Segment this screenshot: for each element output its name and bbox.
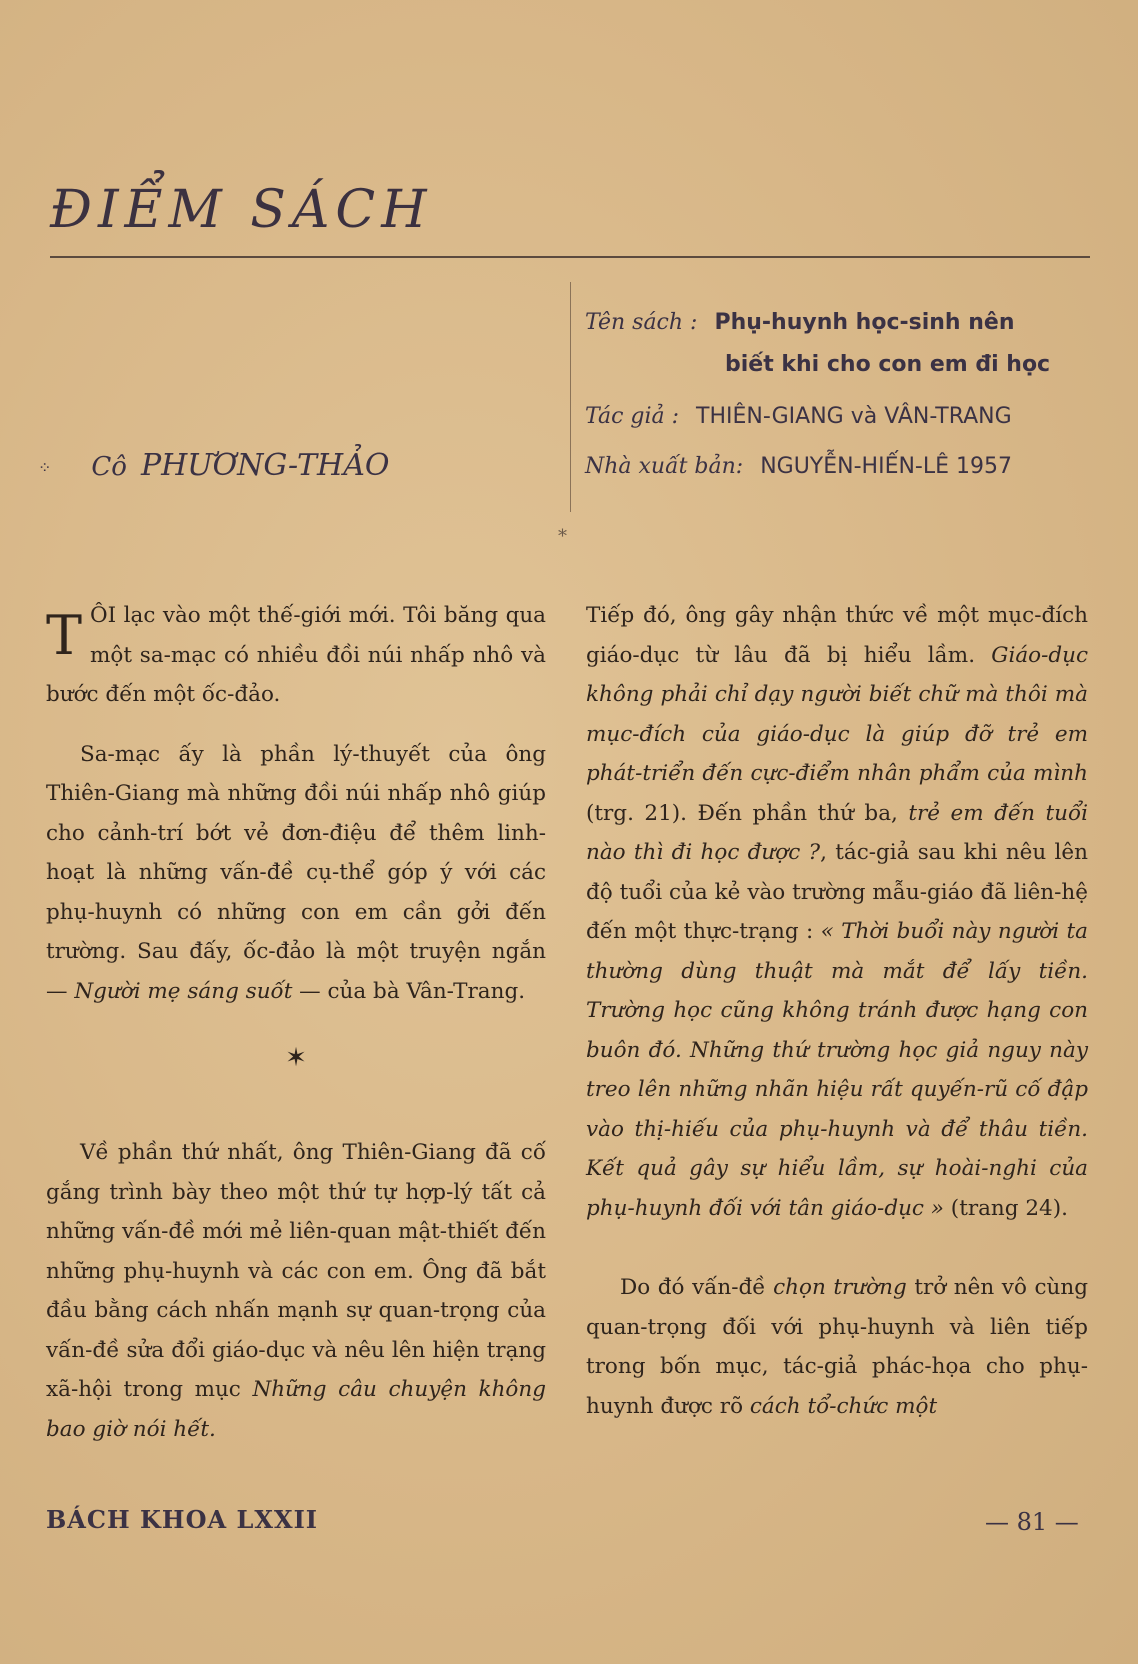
star-separator: ✶ xyxy=(285,1043,307,1073)
title-rule xyxy=(50,256,1090,258)
book-publisher-value: NGUYỄN-HIẾN-LÊ 1957 xyxy=(760,454,1013,479)
book-title-line1: Phụ-huynh học-sinh nên xyxy=(714,310,1015,335)
book-author-label: Tác giả : xyxy=(585,404,680,429)
book-publisher-label: Nhà xuất bản: xyxy=(585,454,744,479)
right-column xyxy=(586,596,1088,1426)
paragraph-goal: Tiếp đó, ông gây nhận thức về một mục-đích giáo-dục từ lâu đã bị hiểu lầm. Giáo-dục không phải chỉ dạy người biết chữ mà thôi mà mục-đích của giáo-dục là giúp đỡ trẻ em phát-triển đến cực-điểm nhân phẩm của mình (trg. 21). Đến phần thứ ba, trẻ em đến tuổi nào thì đi học được ?, tác-giả sau khi nêu lên độ tuổi của kẻ vào trường mẫu-giáo đã liên-hệ đến một thực-trạng : « Thời buổi này người ta thường dùng thuật mà mắt để lấy tiền. Trường học cũng không tránh được hạng con buôn đó. Những thứ trường học giả nguy này treo lên những nhãn hiệu rất quyến-rũ cố đập vào thị-hiếu của phụ-huynh và để thâu tiền. Kết quả gây sự hiểu lầm, sự hoài-nghi của phụ-huynh đối với tân giáo-dục » (trang 24). xyxy=(586,603,1088,1221)
paragraph-part-one: Về phần thứ nhất, ông Thiên-Giang đã cố gắng trình bày theo một thứ tự hợp-lý tất cả những vấn-đề mới mẻ liên-quan mật-thiết đến những phụ-huynh và các con em. Ông đã bắt đầu bằng cách nhấn mạnh sự quan-trọng của vấn-đề sửa đổi giáo-dục và nêu lên hiện trạng xã-hội trong mục Những câu chuyện không bao giờ nói hết. xyxy=(46,1140,546,1442)
left-column xyxy=(46,596,546,1449)
author-name: PHƯƠNG-THẢO xyxy=(140,448,390,483)
book-title-line2: biết khi cho con em đi học xyxy=(725,352,1051,377)
author-byline xyxy=(38,448,389,483)
bullet-icon: ⁘ xyxy=(38,457,52,477)
column-divider xyxy=(570,282,571,512)
magazine-name: BÁCH KHOA LXXII xyxy=(46,1505,319,1534)
author-honorific: Cô xyxy=(91,452,127,482)
book-author-value: THIÊN-GIANG và VÂN-TRANG xyxy=(696,404,1012,429)
book-publisher-row xyxy=(585,454,1095,496)
paragraph-intro: TÔI lạc vào một thế-giới mới. Tôi băng qua một sa-mạc có nhiều đồi núi nhấp nhô và bước đến một ốc-đảo. xyxy=(46,596,546,715)
page-number: — 81 — xyxy=(985,1508,1079,1536)
book-info xyxy=(585,310,1095,496)
book-title-row2 xyxy=(585,352,1095,394)
book-title-row xyxy=(585,310,1095,352)
drop-cap: T xyxy=(46,604,83,667)
book-author-row xyxy=(585,404,1095,446)
section-separator: * xyxy=(558,526,567,547)
book-title-label: Tên sách : xyxy=(585,310,698,335)
paragraph-desert: Sa-mạc ấy là phần lý-thuyết của ông Thiên-Giang mà những đồi núi nhấp nhô giúp cho cảnh-trí bớt vẻ đơn-điệu để thêm linh-hoạt là những vấn-đề cụ-thể góp ý với các phụ-huynh có những con em cần gởi đến trường. Sau đấy, ốc-đảo là một truyện ngắn — Người mẹ sáng suốt — của bà Vân-Trang. xyxy=(46,741,546,1004)
section-title: ĐIỂM SÁCH xyxy=(50,180,433,240)
paragraph-school-choice: Do đó vấn-đề chọn trường trở nên vô cùng quan-trọng đối với phụ-huynh và liên tiếp trong bốn mục, tác-giả phác-họa cho phụ-huynh được rõ cách tổ-chức một xyxy=(586,1275,1088,1419)
